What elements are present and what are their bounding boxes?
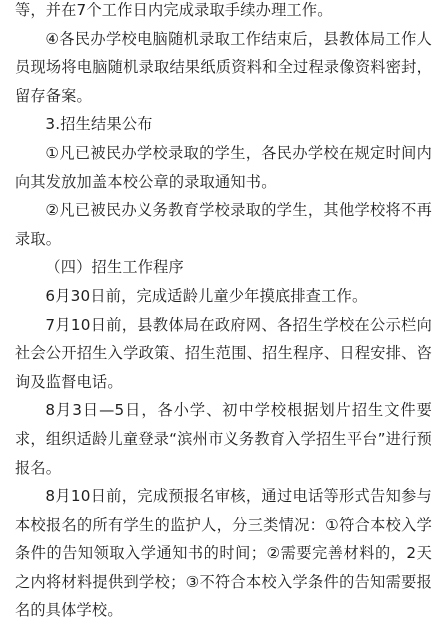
paragraph-enrollment-procedure-end: 等，并在7个工作日内完成录取手续办理工作。 (15, 1, 333, 19)
heading-enrollment-procedure: （四）招生工作程序 (45, 258, 184, 277)
paragraph-july-10: 7月10日前，县教体局在政府网、各招生学校在公示栏向社会公开招生入学政策、招生范围、招生程序、日程安排、咨询及监督电话。 (15, 315, 432, 391)
paragraph-computer-lottery-archive: ④各民办学校电脑随机录取工作结束后，县教体局工作人员现场将电脑随机录取结果纸质资料和全过程录像资料密封，留存备案。 (15, 29, 432, 105)
paragraph-june-30: 6月30日前，完成适龄儿童少年摸底排查工作。 (45, 286, 368, 305)
paragraph-august-10: 8月10日前，完成预报名审核，通过电话等形式告知参与本校报名的所有学生的监护人，分三类情况：①符合本校入学条件的告知领取入学通知书的时间；②需要完善材料的，2天之内将材料提供到学校；③不符合本校入学条件的告知需要报名的具体学校。 (15, 487, 432, 620)
heading-results-announcement: 3.招生结果公布 (45, 115, 153, 134)
paragraph-admission-notice: ①凡已被民办学校录取的学生，各民办学校在规定时间内向其发放加盖本校公章的录取通知书。 (15, 143, 432, 191)
paragraph-no-duplicate-admission: ②凡已被民办义务教育学校录取的学生，其他学校将不再录取。 (15, 201, 432, 248)
paragraph-august-3-5: 8月3日—5日，各小学、初中学校根据划片招生文件要求，组织适龄儿童登录“滨州市义务教育入学招生平台”进行预报名。 (15, 401, 432, 477)
